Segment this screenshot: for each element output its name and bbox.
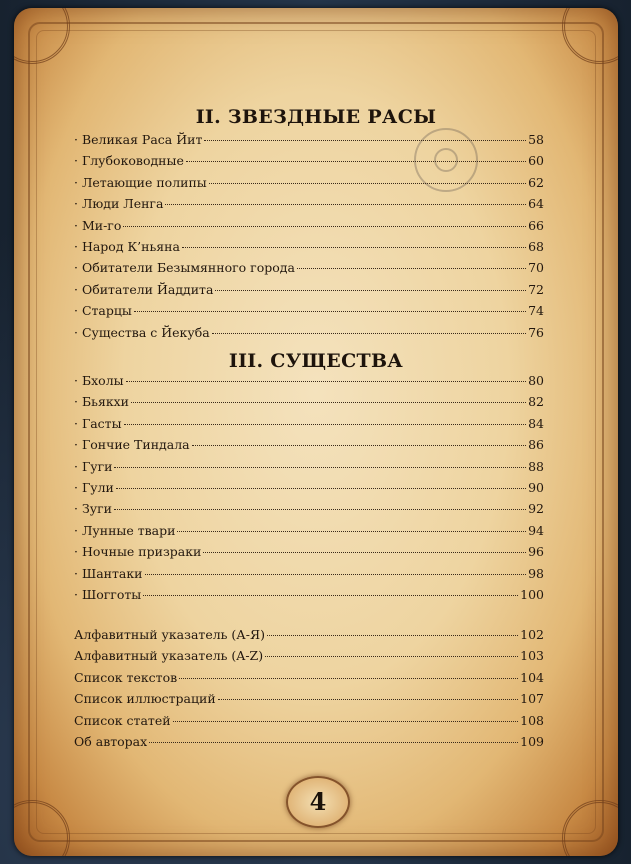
section-title-star-races: II. ЗВЕЗДНЫЕ РАСЫ	[195, 106, 437, 128]
toc-entry[interactable]	[74, 523, 544, 544]
toc-entry-label: · Ми-го	[74, 217, 122, 233]
toc-entry-page: 109	[520, 733, 544, 749]
toc-entry-label: Алфавитный указатель (А-Я)	[74, 627, 265, 642]
toc-entry[interactable]	[74, 627, 544, 648]
toc-dot-leader	[123, 226, 526, 227]
toc-entry-page: 84	[528, 415, 544, 431]
toc-entry-label: · Бхолы	[74, 373, 124, 388]
toc-entry-page: 92	[528, 501, 544, 517]
toc-entry-label: · Шогготы	[74, 586, 142, 602]
toc-list-appendix	[74, 627, 544, 755]
toc-dot-leader	[124, 424, 527, 425]
toc-entry-label: · Ночные призраки	[74, 544, 202, 560]
toc-entry-page: 90	[528, 479, 544, 495]
toc-entry-page: 107	[520, 691, 544, 707]
toc-dot-leader	[203, 552, 526, 553]
toc-dot-leader	[212, 333, 526, 334]
parchment-page	[14, 8, 618, 856]
toc-entry-page: 60	[528, 153, 544, 169]
toc-dot-leader	[114, 467, 526, 468]
toc-entry-label: · Лунные твари	[74, 522, 176, 538]
toc-entry-page: 86	[528, 437, 544, 453]
toc-entry-label: · Старцы	[74, 303, 132, 319]
toc-entry[interactable]	[74, 394, 544, 415]
toc-dot-leader	[204, 140, 526, 141]
toc-entry-label: · Великая Раса Йит	[74, 132, 203, 147]
toc-entry-page: 80	[528, 373, 544, 388]
toc-list-creatures	[74, 373, 544, 608]
toc-entry-page: 98	[528, 565, 544, 581]
toc-entry-page: 88	[528, 458, 544, 474]
toc-entry[interactable]	[74, 260, 544, 281]
toc-entry[interactable]	[74, 648, 544, 669]
toc-entry-label: · Обитатели Безымянного города	[74, 260, 295, 276]
toc-entry-label: Список статей	[74, 712, 171, 728]
toc-entry[interactable]	[74, 691, 544, 712]
toc-entry-label: · Бьякхи	[74, 394, 130, 410]
toc-entry-label: Список иллюстраций	[74, 691, 216, 707]
toc-entry-label: · Зуги	[74, 501, 112, 517]
toc-entry-label: · Шантаки	[74, 565, 143, 581]
toc-dot-leader	[297, 268, 526, 269]
toc-entry-page: 82	[528, 394, 544, 410]
toc-dot-leader	[215, 290, 526, 291]
toc-entry[interactable]	[74, 196, 544, 217]
toc-entry-page: 108	[520, 712, 544, 728]
toc-dot-leader	[265, 656, 518, 657]
toc-entry[interactable]	[74, 734, 544, 755]
toc-dot-leader	[149, 742, 518, 743]
toc-entry[interactable]	[74, 303, 544, 324]
toc-entry-label: Алфавитный указатель (A-Z)	[74, 648, 264, 664]
toc-entry-label: · Гасты	[74, 415, 122, 431]
toc-entry-label: · Гуги	[74, 458, 113, 474]
toc-dot-leader	[114, 509, 526, 510]
toc-entry[interactable]	[74, 239, 544, 260]
toc-dot-leader	[218, 699, 518, 700]
toc-dot-leader	[116, 488, 526, 489]
toc-dot-leader	[186, 161, 526, 162]
toc-dot-leader	[173, 721, 519, 722]
toc-dot-leader	[143, 595, 518, 596]
toc-entry-label: · Глубоководные	[74, 153, 184, 169]
toc-entry-page: 74	[528, 303, 544, 319]
page-number: 4	[286, 776, 350, 828]
toc-entry-page: 66	[528, 217, 544, 233]
toc-dot-leader	[209, 183, 526, 184]
toc-entry-label: · Существа с Йекуба	[74, 324, 210, 340]
toc-entry[interactable]	[74, 544, 544, 565]
toc-dot-leader	[192, 445, 527, 446]
toc-entry-page: 62	[528, 174, 544, 190]
toc-dot-leader	[267, 635, 518, 636]
toc-dot-leader	[177, 531, 526, 532]
toc-entry-label: · Летающие полипы	[74, 174, 207, 190]
toc-dot-leader	[179, 678, 518, 679]
toc-entry-page: 76	[528, 324, 544, 340]
toc-entry-page: 64	[528, 196, 544, 212]
toc-entry-label: Список текстов	[74, 669, 178, 685]
toc-dot-leader	[126, 381, 526, 382]
toc-entry[interactable]	[74, 713, 544, 734]
toc-entry-page: 70	[528, 260, 544, 276]
toc-entry[interactable]	[74, 153, 544, 174]
toc-entry-label: Об авторах	[74, 733, 148, 749]
toc-entry[interactable]	[74, 437, 544, 458]
toc-entry-page: 103	[520, 648, 544, 664]
toc-entry[interactable]	[74, 587, 544, 608]
toc-entry[interactable]	[74, 566, 544, 587]
toc-entry[interactable]	[74, 480, 544, 501]
toc-dot-leader	[131, 402, 526, 403]
toc-dot-leader	[134, 311, 526, 312]
toc-entry[interactable]	[74, 501, 544, 522]
toc-entry-page: 72	[528, 281, 544, 297]
toc-entry-label: · Обитатели Йаддита	[74, 281, 214, 297]
toc-entry-page: 102	[520, 627, 544, 642]
toc-entry[interactable]	[74, 416, 544, 437]
toc-dot-leader	[165, 204, 526, 205]
toc-entry[interactable]	[74, 132, 544, 153]
toc-entry-label: · Гули	[74, 479, 114, 495]
toc-entry[interactable]	[74, 175, 544, 196]
toc-entry-page: 104	[520, 669, 544, 685]
toc-entry[interactable]	[74, 325, 544, 346]
toc-entry-page: 100	[520, 586, 544, 602]
toc-entry-page: 94	[528, 522, 544, 538]
toc-dot-leader	[182, 247, 526, 248]
section-title-creatures: III. СУЩЕСТВА	[228, 350, 404, 372]
toc-entry[interactable]	[74, 218, 544, 239]
toc-list-star-races	[74, 132, 544, 346]
toc-entry-page: 96	[528, 544, 544, 560]
toc-entry[interactable]	[74, 670, 544, 691]
toc-entry-label: · Гончие Тиндала	[74, 437, 190, 453]
toc-dot-leader	[145, 574, 527, 575]
toc-entry[interactable]	[74, 373, 544, 394]
toc-entry-label: · Люди Ленга	[74, 196, 164, 212]
toc-entry-page: 58	[528, 132, 544, 147]
toc-entry-label: · Народ К’ньяна	[74, 238, 180, 254]
toc-entry-page: 68	[528, 238, 544, 254]
toc-entry[interactable]	[74, 282, 544, 303]
toc-entry[interactable]	[74, 459, 544, 480]
